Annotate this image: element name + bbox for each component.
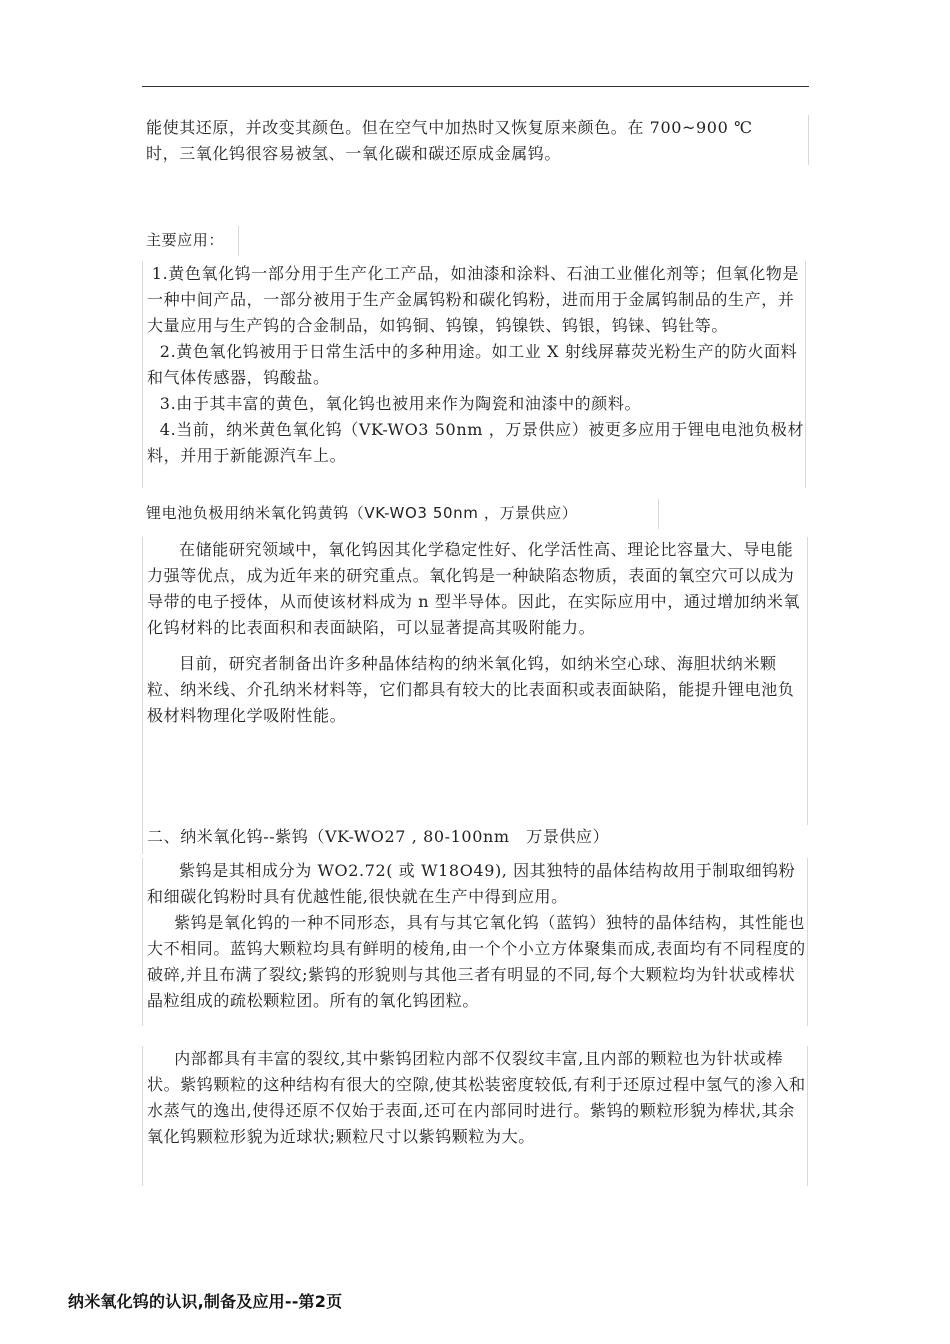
top-rule — [142, 86, 809, 87]
main-applications-heading: 主要应用： — [146, 226, 239, 256]
application-item-2: 2.黄色氧化钨被用于日常生活中的多种用途。如工业 X 射线屏幕荧光粉生产的防火面料和气体传感器，钨酸盐。 — [147, 342, 798, 387]
battery-section — [142, 537, 808, 825]
top-line-1: 能使其还原，并改变其颜色。但在空气中加热时又恢复原来颜色。在 700~900 ℃ — [146, 118, 753, 137]
purple-paragraph-1: 紫钨是其相成分为 WO2.72( 或 W18O49), 因其独特的晶体结构故用于制取细钨粉和细碳化钨粉时具有优越性能,很快就在生产中得到应用。 — [147, 861, 796, 906]
battery-subheading: 锂电池负极用纳米氧化钨黄钨（VK-WO3 50nm ，万景供应） — [146, 499, 659, 529]
section-two-heading: 二、纳米氧化钨--紫钨（VK-WO27 , 80-100nm 万景供应） — [142, 824, 806, 854]
battery-paragraph-2: 目前，研究者制备出许多种晶体结构的纳米氧化钨，如纳米空心球、海胆状纳米颗粒、纳米线、介孔纳米材料等，它们都具有较大的比表面积或表面缺陷，能提升锂电池负极材料物理化学吸附性能。 — [147, 654, 795, 725]
applications-list — [142, 261, 806, 488]
battery-paragraph-1: 在储能研究领域中，氧化钨因其化学稳定性好、化学活性高、理论比容量大、导电能力强等优点，成为近年来的研究重点。氧化钨是一种缺陷态物质，表面的氧空穴可以成为导带的电子授体，从而使该材料成为 n 型半导体。因此，在实际应用中，通过增加纳米氧化钨材料的比表面积和表面缺陷，可以显著提高其吸附能力。 — [147, 540, 801, 637]
top-line-2: 时，三氧化钨很容易被氢、一氧化碳和碳还原成金属钨。 — [146, 144, 562, 163]
purple-paragraph-3: 内部都具有丰富的裂纹,其中紫钨团粒内部不仅裂纹丰富,且内部的颗粒也为针状或棒状。紫钨颗粒的这种结构有很大的空隙,使其松装密度较低,有利于还原过程中氢气的渗入和水蒸气的逸出,使得还原不仅始于表面,还可在内部同时进行。紫钨的颗粒形貌为棒状,其余氧化钨颗粒形貌为近球状;颗粒尺寸以紫钨颗粒为大。 — [147, 1049, 806, 1146]
purple-paragraph-3-box — [142, 1046, 808, 1186]
page-footer: 纳米氧化钨的认识,制备及应用--第2页 — [68, 1292, 343, 1311]
purple-paragraph-2: 紫钨是氧化钨的一种不同形态，具有与其它氧化钨（蓝钨）独特的晶体结构，其性能也大不相同。蓝钨大颗粒均具有鲜明的棱角,由一个个小立方体聚集而成,表面均有不同程度的破碎,并且布满了裂纹;紫钨的形貌则与其他三者有明显的不同,每个大颗粒均为针状或棒状晶粒组成的疏松颗粒团。所有的氧化钨团粒。 — [147, 913, 806, 1010]
purple-tungsten-section — [142, 858, 808, 1026]
application-item-3: 3.由于其丰富的黄色，氧化钨也被用来作为陶瓷和油漆中的颜料。 — [159, 394, 642, 413]
application-item-1: 1.黄色氧化钨一部分用于生产化工产品，如油漆和涂料、石油工业催化剂等；但氧化物是一种中间产品，一部分被用于生产金属钨粉和碳化钨粉，进而用于金属钨制品的生产，并大量应用与生产钨的合金制品，如钨铜、钨镍，钨镍铁、钨银，钨铼、钨钍等。 — [147, 264, 800, 335]
top-paragraph — [146, 115, 809, 165]
application-item-4: 4.当前，纳米黄色氧化钨（VK-WO3 50nm ，万景供应）被更多应用于锂电电池负极材料，并用于新能源汽车上。 — [147, 420, 805, 465]
